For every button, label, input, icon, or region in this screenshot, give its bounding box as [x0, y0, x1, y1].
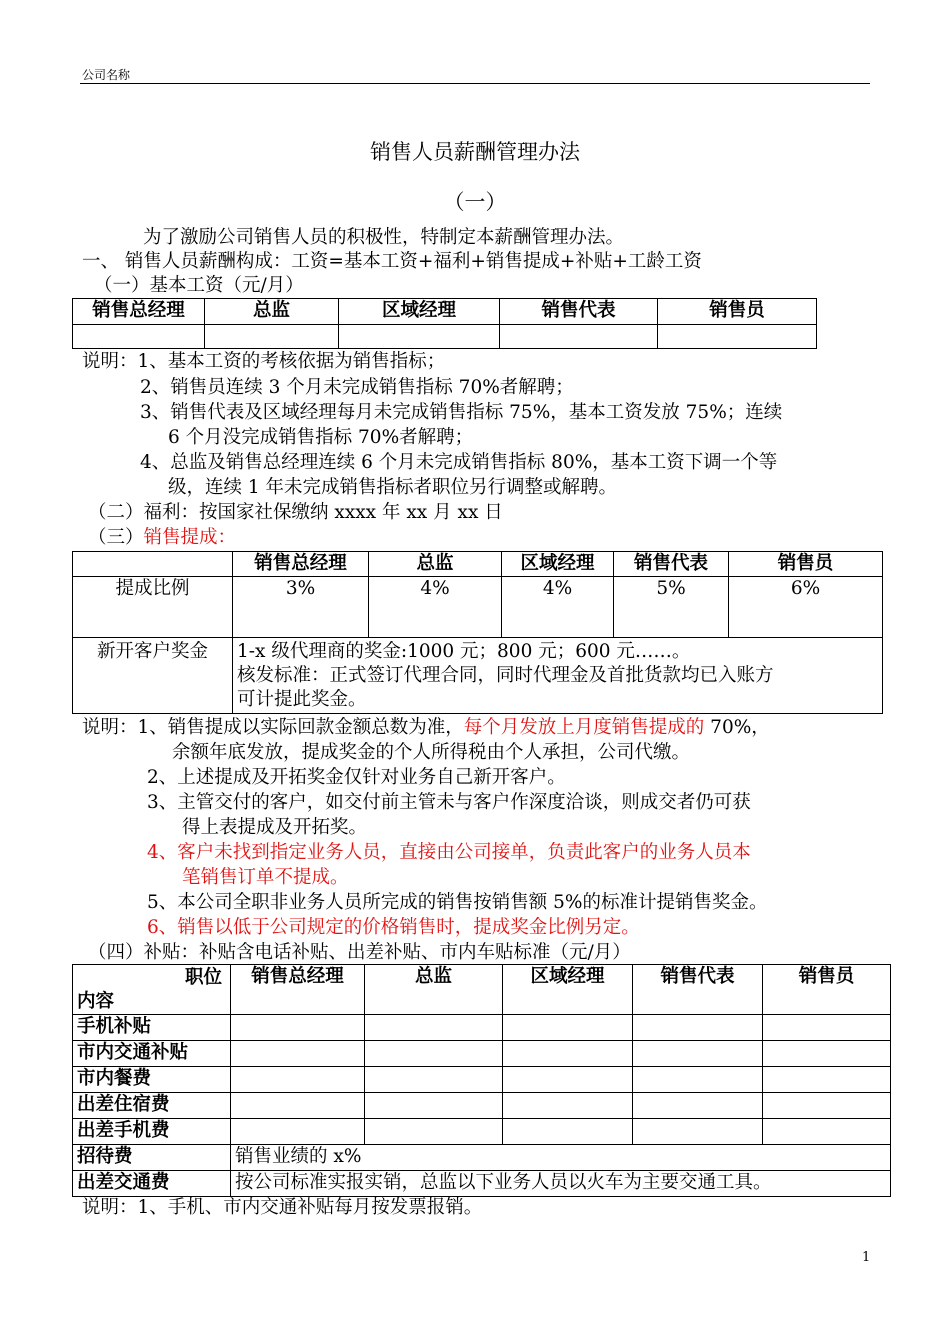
table-cell: [503, 1067, 633, 1093]
table-cell: [503, 1041, 633, 1067]
document-subtitle: （一）: [443, 190, 507, 214]
table-header-cell: 总监: [369, 552, 502, 577]
note-2-line-3b: 得上表提成及开拓奖。: [182, 817, 368, 838]
table-cell: [503, 1119, 633, 1145]
entertainment-value: 销售业绩的 x%: [231, 1145, 891, 1171]
note-1-line-4: 4、总监及销售总经理连续 6 个月未完成销售指标 80%，基本工资下调一个等: [140, 452, 778, 473]
table-header-cell: 销售总经理: [233, 552, 369, 577]
new-client-bonus-cell: [233, 638, 883, 714]
corner-content-label: 内容: [77, 991, 115, 1012]
table-cell: [503, 1015, 633, 1041]
entertainment-label: 招待费: [73, 1145, 231, 1171]
table-cell: [231, 1119, 365, 1145]
note-2-line-1-red: 每个月发放上月度销售提成的: [463, 717, 705, 738]
table-header-cell: 区域经理: [503, 965, 633, 1015]
commission-rate-cell: 6%: [729, 577, 883, 638]
table-header-cell: 销售总经理: [231, 965, 365, 1015]
subsidy-row-label: 出差住宿费: [73, 1093, 231, 1119]
note-2-line-2: 2、上述提成及开拓奖金仅针对业务自己新开客户。: [147, 767, 566, 788]
commission-rate-cell: 3%: [233, 577, 369, 638]
subsidy-row-label: 市内餐费: [73, 1067, 231, 1093]
corner-position-label: 职位: [184, 967, 222, 988]
subsidy-row-label: 手机补贴: [73, 1015, 231, 1041]
note-2-line-4b: 笔销售订单不提成。: [182, 867, 349, 888]
bonus-line-2: 核发标准：正式签订代理合同，同时代理金及首批货款均已入账方: [237, 665, 774, 686]
company-name-header: 公司名称: [82, 68, 131, 82]
table-cell: [633, 1093, 763, 1119]
table-header-cell: 区域经理: [339, 299, 500, 325]
subsidy-row-label: 市内交通补贴: [73, 1041, 231, 1067]
table-cell: [763, 1067, 891, 1093]
table-cell: [503, 1093, 633, 1119]
table-corner-cell: [73, 552, 233, 577]
table-cell: [365, 1093, 503, 1119]
welfare-line: （二）福利：按国家社保缴纳 xxxx 年 xx 月 xx 日: [88, 502, 503, 523]
table-cell: [633, 1067, 763, 1093]
table-header-cell: 销售员: [763, 965, 891, 1015]
travel-transport-label: 出差交通费: [73, 1171, 231, 1197]
table-cell: [231, 1067, 365, 1093]
bonus-line-1: 1-x 级代理商的奖金:1000 元；800 元；600 元……。: [237, 641, 691, 662]
table-header-cell: 销售代表: [614, 552, 729, 577]
table-header-cell: 销售总经理: [73, 299, 205, 325]
table-cell: [231, 1015, 365, 1041]
note-2-line-1c: 余额年底发放，提成奖金的个人所得税由个人承担，公司代缴。: [172, 742, 691, 763]
table-cell: [633, 1119, 763, 1145]
table-header-cell: 销售员: [658, 299, 817, 325]
bonus-line-3: 可计提此奖金。: [237, 689, 367, 710]
table-cell: [73, 325, 205, 349]
table-cell: [365, 1119, 503, 1145]
note-2-line-1-a: 说明：1、销售提成以实际回款金额总数为准，: [82, 717, 464, 738]
commission-label: 销售提成：: [143, 527, 237, 548]
note-2-line-5: 5、本公司全职非业务人员所完成的销售按销售额 5%的标准计提销售奖金。: [147, 892, 768, 913]
intro-paragraph: 为了激励公司销售人员的积极性，特制定本薪酬管理办法。: [143, 227, 625, 248]
note-2-line-6: 6、销售以低于公司规定的价格销售时，提成奖金比例另定。: [147, 917, 640, 938]
basic-salary-table: [72, 298, 817, 349]
travel-transport-value: 按公司标准实报实销，总监以下业务人员以火车为主要交通工具。: [231, 1171, 891, 1197]
table-header-cell: 区域经理: [502, 552, 614, 577]
new-client-bonus-label: 新开客户奖金: [73, 638, 233, 714]
note-1-line-3b: 6 个月没完成销售指标 70%者解聘；: [168, 427, 474, 448]
note-1-line-4b: 级，连续 1 年未完成销售指标者职位另行调整或解聘。: [168, 477, 618, 498]
commission-rate-cell: 5%: [614, 577, 729, 638]
subsidy-row-label: 出差手机费: [73, 1119, 231, 1145]
table-header-cell: 总监: [205, 299, 339, 325]
header-divider: [80, 83, 870, 84]
note-2-line-4: 4、客户未找到指定业务人员，直接由公司接单，负责此客户的业务人员本: [147, 842, 751, 863]
table-cell: [205, 325, 339, 349]
table-cell: [500, 325, 658, 349]
subsidy-table: [72, 964, 891, 1197]
commission-rate-cell: 4%: [369, 577, 502, 638]
note-2-line-1: [82, 716, 770, 740]
note-2-line-3: 3、主管交付的客户，如交付前主管未与客户作深度洽谈，则成交者仍可获: [147, 792, 751, 813]
table-header-cell: 总监: [365, 965, 503, 1015]
table-cell: [763, 1015, 891, 1041]
section-1-heading: 一、 销售人员薪酬构成：工资=基本工资+福利+销售提成+补贴+工龄工资: [82, 251, 702, 272]
table-cell: [633, 1041, 763, 1067]
table-header-cell: 销售员: [729, 552, 883, 577]
page-number: 1: [862, 1250, 871, 1265]
table-cell: [658, 325, 817, 349]
table-cell: [365, 1041, 503, 1067]
table-cell: [231, 1093, 365, 1119]
note-1-line-2: 2、销售员连续 3 个月未完成销售指标 70%者解聘；: [140, 377, 574, 398]
subsidy-heading: （四）补贴：补贴含电话补贴、出差补贴、市内车贴标准（元/月）: [88, 942, 631, 963]
table-cell: [339, 325, 500, 349]
note-1-line-3: 3、销售代表及区域经理每月未完成销售指标 75%，基本工资发放 75%；连续: [140, 402, 783, 423]
note-1-line-1: 说明：1、基本工资的考核依据为销售指标；: [82, 351, 446, 372]
table-cell: [763, 1041, 891, 1067]
note-2-line-1-b: 70%，: [704, 717, 770, 738]
table-cell: [231, 1041, 365, 1067]
table-cell: [633, 1015, 763, 1041]
table-cell: [365, 1067, 503, 1093]
note-3-line-1: 说明：1、手机、市内交通补贴每月按发票报销。: [82, 1197, 483, 1218]
table-header-cell: 销售代表: [500, 299, 658, 325]
table-cell: [763, 1119, 891, 1145]
table-cell: [365, 1015, 503, 1041]
table-cell: [763, 1093, 891, 1119]
basic-salary-heading: （一）基本工资（元/月）: [94, 275, 304, 296]
commission-table: [72, 551, 883, 714]
table-header-cell: 销售代表: [633, 965, 763, 1015]
commission-rate-cell: 4%: [502, 577, 614, 638]
commission-rate-label: 提成比例: [73, 577, 233, 638]
table-corner-cell: [73, 965, 231, 1015]
commission-prefix: （三）: [88, 527, 144, 548]
document-title: 销售人员薪酬管理办法: [370, 140, 580, 164]
commission-heading: [88, 526, 236, 550]
